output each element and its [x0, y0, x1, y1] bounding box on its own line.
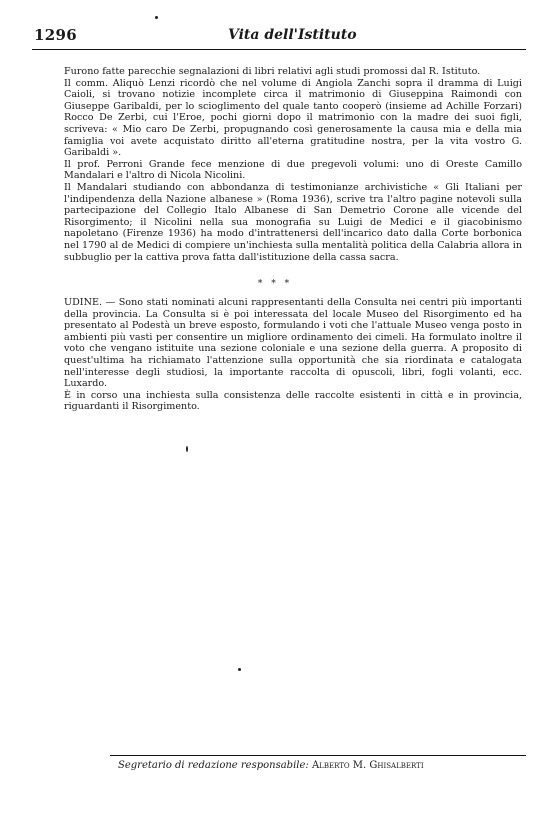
paragraph: Il Mandalari studiando con abbondanza di testimonianze archivistiche « Gli Italiani per l'indipendenza della Nazione albanese » (Roma 1936), scrive tra l'altro pagine notevoli sulla partecipazione del Collegio Italo Albanese di San Demetrio Corone alle vicende del Risorgimento; il Nicolini nella sua monografia su Luigi de Medici e il giacobinismo napoletano (Firenze 1936) ha modo d'intrattenersi dell'incarico dato dalla Corte borbonica nel 1790 al de Medici di compiere un'inchiesta sulla mentalità politica della Calabria allora in subbuglio per la cattiva prova fatta dall'istituzione della cassa sacra.: [64, 181, 522, 263]
section-separator: * * *: [257, 279, 293, 289]
paragraph: Il prof. Perroni Grande fece menzione di due pregevoli volumi: uno di Oreste Camillo Mandalari e l'altro di Nicola Nicolini.: [64, 158, 522, 182]
paragraph: È in corso una inchiesta sulla consistenza delle raccolte esistenti in città e in provincia, riguardanti il Risorgimento.: [64, 389, 522, 413]
footer-rule: [110, 755, 526, 756]
paragraph: Il comm. Aliquò Lenzi ricordò che nel volume di Angiola Zanchi sopra il dramma di Luigi Caioli, si trovano notizie incomplete circa il matrimonio di Giuseppina Raimondi con Giuseppe Garibaldi, per lo scioglimento del quale tanto cooperò (insieme ad Achille Forzari) Rocco De Zerbi, cui l'Eroe, pochi giorni dopo il matrimonio con la madre dei suoi figli, scriveva: « Mio caro De Zerbi, propugnando così generosamente la causa mia e della mia famiglia voi avete acquistato diritto all'eterna gratitudine nostra, per la vita vostro G. Garibaldi ».: [64, 77, 522, 159]
header-rule: [32, 49, 526, 50]
section-consulta-report: [64, 66, 522, 263]
paragraph: UDINE. — Sono stati nominati alcuni rappresentanti della Consulta nei centri più importanti della provincia. La Consulta si è poi interessata del locale Museo del Risorgimento ed ha presentato al Podestà un breve esposto, formulando i voti che l'attuale Museo venga posto in ambienti più vasti per consentire un migliore ordinamento dei cimeli. Ha formulato inoltre il voto che vengano istituite una sezione coloniale e una sezione della guerra. A proposito di quest'ultima ha richiamato l'attenzione sulla opportunità che sia riordinata e catalogata nell'interesse degli studiosi, la importante raccolta di opuscoli, libri, fogli volanti, ecc. Luxardo.: [64, 297, 522, 390]
print-speck: [155, 16, 158, 19]
page-number: 1296: [34, 26, 77, 44]
imprint-name: Alberto M. Ghisalberti: [311, 760, 424, 771]
print-speck: [238, 668, 241, 671]
print-speck: [186, 446, 188, 452]
imprint-line: [118, 760, 424, 771]
running-head: Vita dell'Istituto: [228, 27, 357, 43]
imprint-role: Segretario di redazione responsabile:: [118, 760, 309, 771]
paragraph: Furono fatte parecchie segnalazioni di libri relativi agli studi promossi dal R. Istituto.: [64, 66, 481, 77]
section-udine-report: [64, 297, 522, 413]
